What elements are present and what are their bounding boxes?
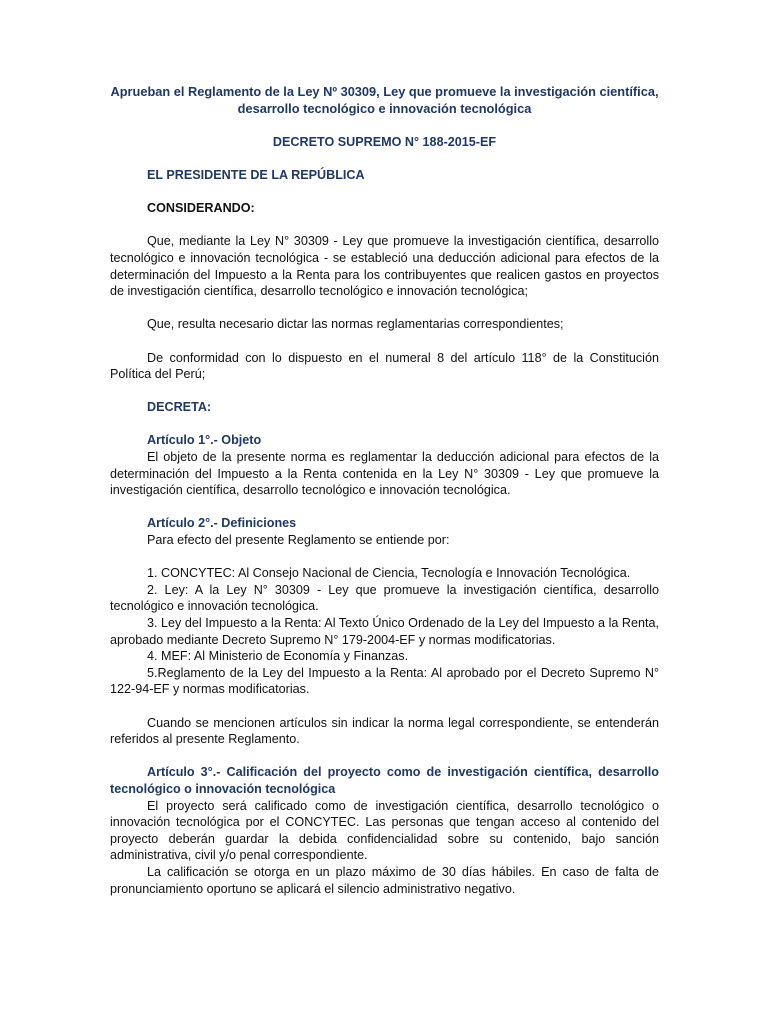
considerando-paragraph-3: De conformidad con lo dispuesto en el numeral 8 del artículo 118° de la Constitución Política del Perú; (110, 350, 659, 382)
definition-item: 5.Reglamento de la Ley del Impuesto a la Renta: Al aprobado por el Decreto Supremo N° 122-94-EF y normas modificatorias. (110, 665, 659, 697)
decreta-heading: DECRETA: (147, 400, 212, 415)
article-2-title: Artículo 2°.- Definiciones (147, 516, 297, 531)
article-3-paragraph-1: El proyecto será calificado como de investigación científica, desarrollo tecnológico o innovación tecnológica por el CONCYTEC. Las personas que tengan acceso al contenido del proyecto deberán guardar la debida confidencialidad sobre su contenido, bajo sanción administrativa, civil y/o penal correspondiente. (110, 798, 659, 863)
considerando-paragraph-2: Que, resulta necesario dictar las normas reglamentarias correspondientes; (147, 317, 564, 332)
document-title-line2: desarrollo tecnológico e innovación tecnológica (237, 100, 532, 116)
considerando-paragraph-1: Que, mediante la Ley N° 30309 - Ley que promueve la investigación científica, desarrollo tecnológico e innovación tecnológica - se estableció una deducción adicional para efectos de la determinación del Impuesto a la Renta para los contribuyentes que realicen gastos en proyectos de investigación científica, desarrollo tecnológico e innovación tecnológica; (110, 234, 659, 299)
definition-item: 3. Ley del Impuesto a la Renta: Al Texto Único Ordenado de la Ley del Impuesto a la Renta, aprobado mediante Decreto Supremo N° 179-2004-EF y normas modificatorias. (110, 616, 659, 647)
president-heading: EL PRESIDENTE DE LA REPÚBLICA (147, 167, 365, 182)
document-body (110, 84, 659, 897)
article-3-paragraph-2: La calificación se otorga en un plazo máximo de 30 días hábiles. En caso de falta de pronunciamiento oportuno se aplicará el silencio administrativo negativo. (110, 864, 659, 896)
article-3-title: Artículo 3°.- Calificación del proyecto como de investigación científica, desarrollo tecnológico o innovación tecnológica (110, 765, 659, 796)
article-1-title: Artículo 1°.- Objeto (147, 433, 262, 448)
definition-item: 1. CONCYTEC: Al Consejo Nacional de Ciencia, Tecnología e Innovación Tecnológica. (147, 566, 631, 581)
considerando-heading: CONSIDERANDO: (147, 201, 255, 216)
article-2-intro: Para efecto del presente Reglamento se entiende por: (147, 533, 450, 548)
definition-item: 4. MEF: Al Ministerio de Economía y Finanzas. (147, 649, 409, 664)
definition-item: 2. Ley: A la Ley N° 30309 - Ley que promueve la investigación científica, desarrollo tecnológico e innovación tecnológica. (110, 582, 659, 614)
document-title-line1: Aprueban el Reglamento de la Ley Nº 30309, Ley que promueve la investigación científica, (110, 84, 659, 99)
article-1-text: El objeto de la presente norma es reglamentar la deducción adicional para efectos de la determinación del Impuesto a la Renta contenida en la Ley N° 30309 - Ley que promueve la investigación científica, desarrollo tecnológico e innovación tecnológica. (110, 450, 659, 498)
article-2-closing: Cuando se mencionen artículos sin indicar la norma legal correspondiente, se entenderán referidos al presente Reglamento. (110, 715, 659, 747)
decree-number: DECRETO SUPREMO N° 188-2015-EF (272, 134, 497, 149)
